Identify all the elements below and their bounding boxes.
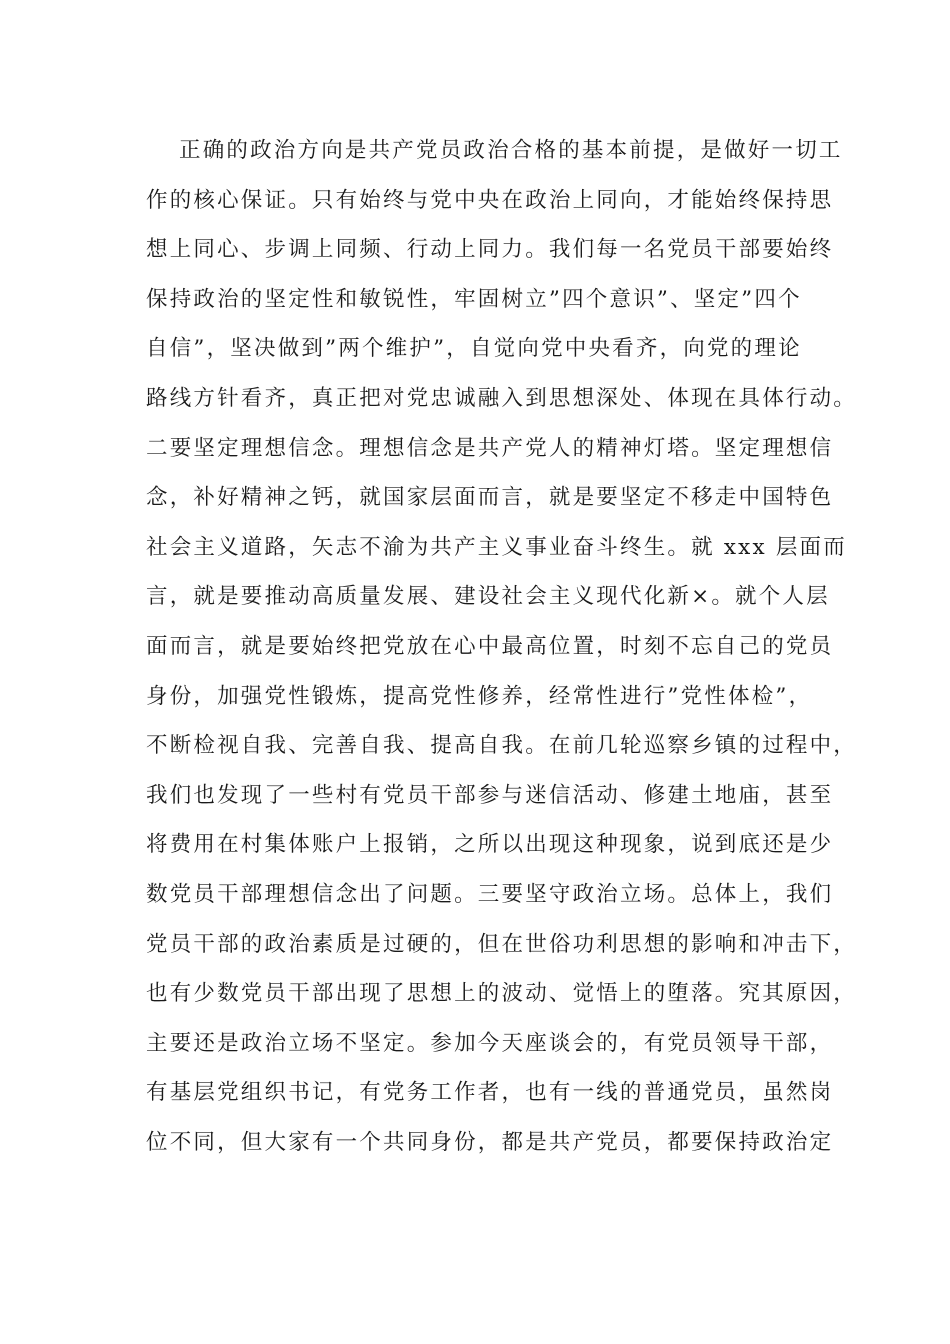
text-line: 二要坚定理想信念。理想信念是共产党人的精神灯塔。坚定理想信 [146,435,834,461]
text-line: 也有少数党员干部出现了思想上的波动、觉悟上的堕落。究其原因， [146,981,858,1007]
text-line: 面而言，就是要始终把党放在心中最高位置，时刻不忘自己的党员 [146,633,834,659]
text-line: 言，就是要推动高质量发展、建设社会主义现代化新×。就个人层 [146,584,830,610]
text-line: 保持政治的坚定性和敏锐性，牢固树立”四个意识”、坚定”四个 [146,286,802,312]
text-line: 将费用在村集体账户上报销，之所以出现这种现象，说到底还是少 [146,832,834,858]
text-line: 不断检视自我、完善自我、提高自我。在前几轮巡察乡镇的过程中， [146,733,858,759]
text-line: 正确的政治方向是共产党员政治合格的基本前提，是做好一切工 [179,138,843,163]
text-line: 身份，加强党性锻炼，提高党性修养，经常性进行”党性体检”， [146,683,813,709]
text-line: 路线方针看齐，真正把对党忠诚融入到思想深处、体现在具体行动。 [146,385,858,411]
text-line: 党员干部的政治素质是过硬的，但在世俗功利思想的影响和冲击下， [146,931,858,957]
text-line: 社会主义道路，矢志不渝为共产主义事业奋斗终生。就 xxx 层面而 [146,534,847,560]
body-paragraph [146,131,858,1172]
text-line: 主要还是政治立场不坚定。参加今天座谈会的，有党员领导干部， [146,1030,834,1056]
text-line: 作的核心保证。只有始终与党中央在政治上同向，才能始终保持思 [146,187,834,213]
text-line: 位不同，但大家有一个共同身份，都是共产党员，都要保持政治定 [146,1129,834,1155]
text-line: 想上同心、步调上同频、行动上同力。我们每一名党员干部要始终 [146,237,834,263]
text-line: 念，补好精神之钙，就国家层面而言，就是要坚定不移走中国特色 [146,485,834,511]
text-line: 自信”，坚决做到”两个维护”，自觉向党中央看齐，向党的理论 [146,336,802,362]
text-line: 数党员干部理想信念出了问题。三要坚守政治立场。总体上，我们 [146,881,834,907]
text-line: 有基层党组织书记，有党务工作者，也有一线的普通党员，虽然岗 [146,1080,834,1106]
text-line: 我们也发现了一些村有党员干部参与迷信活动、修建土地庙，甚至 [146,782,834,808]
